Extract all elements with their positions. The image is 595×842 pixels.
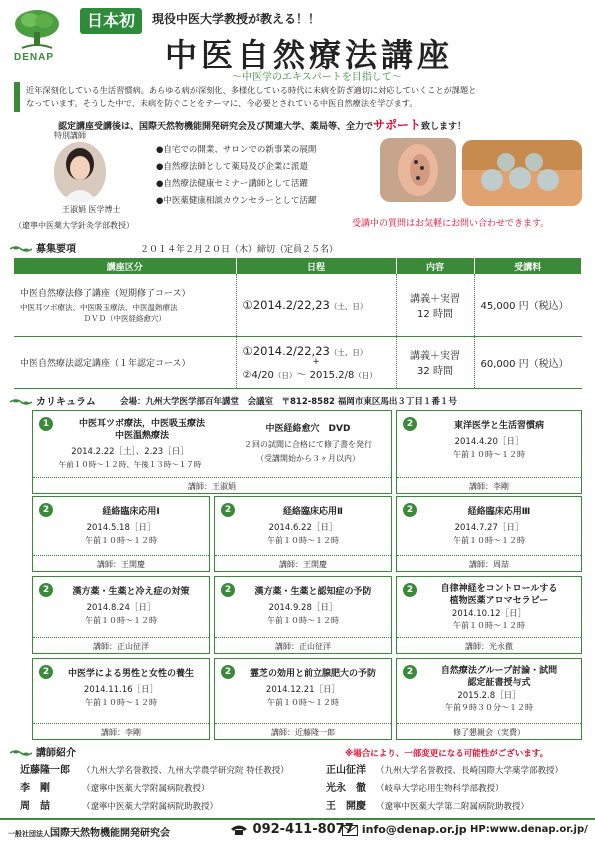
session-time: 午前１０時〜１２時 — [267, 616, 339, 625]
teacher-affiliation: （遼寧中医薬大学針灸学部教授） — [14, 221, 134, 230]
teacher-name: 王淑娟 医学博士 — [62, 205, 121, 214]
instructor-desc: （遼寧中医薬大学第二附属病院助教授） — [376, 802, 530, 812]
session-number: 1 — [39, 417, 53, 431]
session-instructor: 講師：李剛 — [397, 477, 581, 492]
instructor-name: 光永 徹 — [326, 783, 366, 794]
phone-number[interactable]: 092-411-8077 — [252, 822, 354, 837]
content-line: 32 時間 — [417, 366, 453, 377]
instructor-entry — [20, 779, 210, 794]
table-row — [14, 274, 582, 336]
date-cell — [236, 274, 396, 336]
session-title: 中医温熱療法 — [114, 431, 169, 441]
table-row — [14, 336, 582, 388]
session-title: 認定証書授与式 — [467, 678, 531, 688]
session-date: 2014.2.22［土］、2.23［日］ — [71, 447, 189, 457]
date-value: ②4/20 — [242, 369, 274, 381]
change-notice: ※場合により、一部変更になる可能性がございます。 — [345, 749, 549, 759]
session-instructor: 修了懇親会（実費） — [397, 723, 581, 738]
intro-text — [14, 82, 580, 112]
date-value: ①2014.2/22,23 — [242, 343, 330, 358]
session-instructor: 講師：近藤隆一郎 — [215, 723, 391, 738]
course-sub: 中医耳ツボ療法、中医吸玉療法、中医温熱療法 — [20, 302, 178, 312]
session-time: 午前１０時〜１２時 — [267, 698, 339, 707]
course-sub: ＤＶＤ（中医経絡愈穴） — [83, 313, 166, 323]
instructor-name: 近藤隆一郎 — [20, 765, 70, 776]
curriculum-venue: 会場：九州大学医学部百年講堂 会議室 〒812-8582 福岡市東区馬出３丁目１番１号 — [120, 397, 457, 407]
support-prefix: 認定講座受講後は、国際天然物機能開発研究会及び関連大学、薬局等、全力で — [58, 122, 374, 132]
session-title: 漢方薬・生薬と冷え症の対策 — [72, 587, 190, 597]
instructor-entry — [20, 761, 289, 776]
support-suffix: 致します！ — [421, 122, 467, 132]
curriculum-cell-3 — [32, 496, 210, 572]
page-subtitle: 〜中医学のエキスパートを目指して〜 — [232, 72, 402, 83]
recruit-deadline: ２０１４年２月２０日（木）締切（定員２５名） — [140, 245, 339, 255]
course-name: 中医自然療法修了講座（短期修了コース） — [20, 288, 191, 299]
session-time: 午前１０時〜１２時 — [453, 621, 525, 630]
course-cell — [14, 336, 236, 388]
email-address[interactable]: info@denap.or.jp — [361, 823, 467, 836]
instructor-desc: （岐阜大学応用生物科学部教授） — [376, 784, 504, 794]
curriculum-cell-8 — [396, 576, 582, 654]
org-prefix: 一般社団法人 — [8, 830, 50, 838]
session-title: 霊芝の効用と前立腺肥大の予防 — [249, 669, 376, 679]
session-title: 漢方薬・生薬と認知症の予防 — [254, 587, 372, 597]
session-time: 午前１０時〜１２時 — [85, 698, 157, 707]
session-title: 中医学による男性と女性の養生 — [67, 669, 194, 679]
fee-cell: 45,000 円（税込） — [474, 274, 582, 336]
session-title: 経絡臨床応用Ⅰ — [102, 507, 160, 517]
benefit-item: ●自然療法師として薬局及び企業に派遣 — [156, 162, 308, 172]
session-date: 2014.12.21［日］ — [265, 685, 341, 695]
curriculum-cell-10 — [214, 658, 392, 740]
instructor-desc: （九州大学名誉教授、九州大学農学研究院 特任教授） — [82, 766, 289, 776]
instructors-heading-text: 講師紹介 — [36, 748, 76, 759]
session-instructor: 講師：王淑娟 — [33, 477, 391, 492]
date-day: （土、日） — [329, 301, 368, 311]
instructor-name: 正山征洋 — [326, 765, 366, 776]
session-time: 午前１０時〜１２時 — [267, 536, 339, 545]
curriculum-cell-11 — [396, 658, 582, 740]
session-number: 2 — [39, 583, 53, 597]
footer-org — [8, 824, 170, 839]
recruit-heading — [10, 240, 76, 255]
session-title: 植物医薬アロマセラピー — [449, 596, 549, 606]
instructor-name: 李 剛 — [20, 783, 50, 794]
curriculum-heading-text: カリキュラム — [36, 397, 96, 408]
footer-phone[interactable] — [230, 822, 354, 837]
session-instructor: 講師：正山征洋 — [215, 637, 391, 652]
date-day: （日） — [354, 370, 377, 380]
dvd-note: ２回の試聞に合格にて修了書を発行 — [244, 440, 372, 449]
date-value: ①2014.2/22,23 — [242, 297, 330, 312]
support-statement — [58, 116, 466, 133]
instructor-entry — [326, 797, 529, 812]
instructor-name: 周 喆 — [20, 801, 50, 812]
curriculum-cell-6 — [32, 576, 210, 654]
session-title: 経絡臨床応用Ⅱ — [283, 507, 343, 517]
teacher-label: 特別講師 — [54, 131, 86, 140]
curriculum-cell-9 — [32, 658, 210, 740]
session-date: 2014.11.16［日］ — [83, 685, 159, 695]
date-day: （土、日） — [329, 347, 368, 357]
course-cell — [14, 274, 236, 336]
date-cell — [236, 336, 396, 388]
curriculum-cell-2 — [396, 410, 582, 494]
instructor-entry — [326, 779, 504, 794]
session-date: 2014.9.28［日］ — [268, 603, 338, 613]
col-header: 内容 — [396, 258, 474, 274]
session-title: 中医耳ツボ療法，中医吸玉療法 — [78, 419, 205, 429]
instructor-desc: （遼寧中医薬大学附属病院教授） — [82, 784, 210, 794]
session-time: 午前１０時〜１２時 — [85, 536, 157, 545]
cupping-photo — [462, 140, 582, 206]
footer-homepage[interactable]: HP:www.denap.or.jp/ — [470, 824, 588, 835]
intro-line-2: なっています。そうした中で、未病を防ぐことをテーマに、今必要とされている中医自然療法を学びます。 — [26, 98, 418, 108]
date-day: （日） — [273, 370, 297, 380]
japan-first-badge: 日本初 — [80, 8, 142, 34]
curriculum-heading — [10, 393, 96, 408]
session-number: 2 — [221, 583, 235, 597]
benefit-item: ●自宅での開業、サロンでの新事業の展開 — [156, 145, 317, 155]
instructor-desc: （遼寧中医薬大学附属病院助教授） — [82, 802, 219, 812]
content-line: 12 時間 — [417, 308, 453, 320]
instructor-desc: （九州大学名誉教授、長崎国際大学薬学部教授） — [376, 766, 564, 776]
course-name: 中医自然療法認定講座（１年認定コース） — [20, 358, 191, 369]
date-value: 〜 2015.2/8 — [296, 369, 355, 381]
session-instructor: 講師：王開慶 — [215, 555, 391, 570]
benefit-item: ●中医薬健康相談カウンセラーとして活躍 — [156, 196, 317, 206]
curriculum-cell-7 — [214, 576, 392, 654]
page-title: 中医自然療法講座 — [165, 36, 454, 74]
session-date: 2014.10.12［日］ — [451, 609, 527, 619]
session-number: 2 — [39, 665, 53, 679]
recruit-heading-text: 募集要項 — [36, 244, 76, 255]
session-number: 2 — [221, 665, 235, 679]
benefit-item: ●自然療法健康セミナー講師として活躍 — [156, 179, 308, 189]
content-line: 講義＋実習 — [410, 293, 460, 305]
session-time: 午前１０時〜１２時、午後１３時〜１７時 — [58, 460, 202, 469]
session-title: 経絡臨床応用Ⅲ — [467, 507, 531, 517]
session-instructor: 講師：李剛 — [33, 723, 209, 738]
content-cell — [396, 336, 474, 388]
dvd-note: （受講開始から３ヶ月以内） — [256, 454, 360, 463]
session-instructor: 講師：王開慶 — [33, 555, 209, 570]
session-time: 午前１０時〜１２時 — [453, 450, 525, 459]
session-date: 2014.7.27［日］ — [454, 523, 524, 533]
intro-line-1: 近年深刻化している生活習慣病。あらゆる病が深刻化、多様化している時代に未病を防ぎ適切に対応していくことが課題と — [26, 85, 477, 95]
phone-icon — [230, 824, 248, 836]
session-number: 2 — [403, 665, 417, 679]
question-note: 受講中の質問はお気軽にお問い合わせできます。 — [352, 219, 550, 229]
fee-cell: 60,000 円（税込） — [474, 336, 582, 388]
session-number: 2 — [39, 503, 53, 517]
session-title: 自然療法グループ討論・試問 — [440, 666, 558, 676]
mail-icon — [342, 825, 358, 836]
session-number: 2 — [403, 583, 417, 597]
ear-acupuncture-photo — [380, 138, 456, 202]
date-plus: + — [312, 356, 320, 367]
table-header-row — [14, 258, 582, 274]
session-date: 2014.8.24［日］ — [86, 603, 156, 613]
org-name: 国際天然物機能開発研究会 — [50, 828, 170, 839]
session-instructor: 講師：光永徹 — [397, 637, 581, 652]
curriculum-cell-4 — [214, 496, 392, 572]
session-title: 東洋医学と生活習慣病 — [453, 421, 544, 431]
curriculum-cell-5 — [396, 496, 582, 572]
session-number: 2 — [221, 503, 235, 517]
recruit-table — [14, 258, 582, 389]
tagline: 現役中医大学教授が教える！！ — [152, 12, 321, 26]
curriculum-cell-1 — [32, 410, 392, 494]
content-line: 講義＋実習 — [410, 351, 460, 362]
session-instructor: 講師：周喆 — [397, 555, 581, 570]
col-header: 日程 — [236, 258, 396, 274]
leaf-ornament-icon — [10, 398, 32, 406]
leaf-ornament-icon — [10, 749, 32, 757]
instructor-entry — [20, 797, 218, 812]
session-instructor: 講師：正山征洋 — [33, 637, 209, 652]
teacher-photo — [54, 142, 106, 202]
session-date: 2014.4.20［日］ — [454, 437, 524, 447]
session-title: 自律神経をコントロールする — [440, 584, 558, 594]
content-cell — [396, 274, 474, 336]
session-number: 2 — [403, 503, 417, 517]
session-number: 2 — [403, 417, 417, 431]
instructor-entry — [326, 761, 563, 776]
instructors-heading — [10, 744, 76, 759]
denap-logo-icon — [12, 8, 62, 50]
support-highlight: サポート — [373, 118, 422, 132]
session-date: 2014.6.22［日］ — [268, 523, 338, 533]
col-header: 講座区分 — [14, 258, 236, 274]
session-date: 2014.5.18［日］ — [86, 523, 156, 533]
instructor-name: 王 開慶 — [326, 801, 366, 812]
dvd-title: 中医経絡愈穴 DVD — [265, 424, 351, 434]
session-time: 午前１０時〜１２時 — [85, 616, 157, 625]
session-time: 午前１０時〜１２時 — [453, 536, 525, 545]
col-header: 受講料 — [474, 258, 582, 274]
session-date: 2015.2.8［日］ — [457, 691, 521, 701]
session-time: 午前９時３０分〜１２時 — [445, 703, 533, 712]
leaf-ornament-icon — [10, 245, 32, 253]
footer-email[interactable] — [342, 823, 467, 836]
logo-text: DENAP — [14, 52, 55, 63]
benefit-list — [156, 142, 316, 210]
